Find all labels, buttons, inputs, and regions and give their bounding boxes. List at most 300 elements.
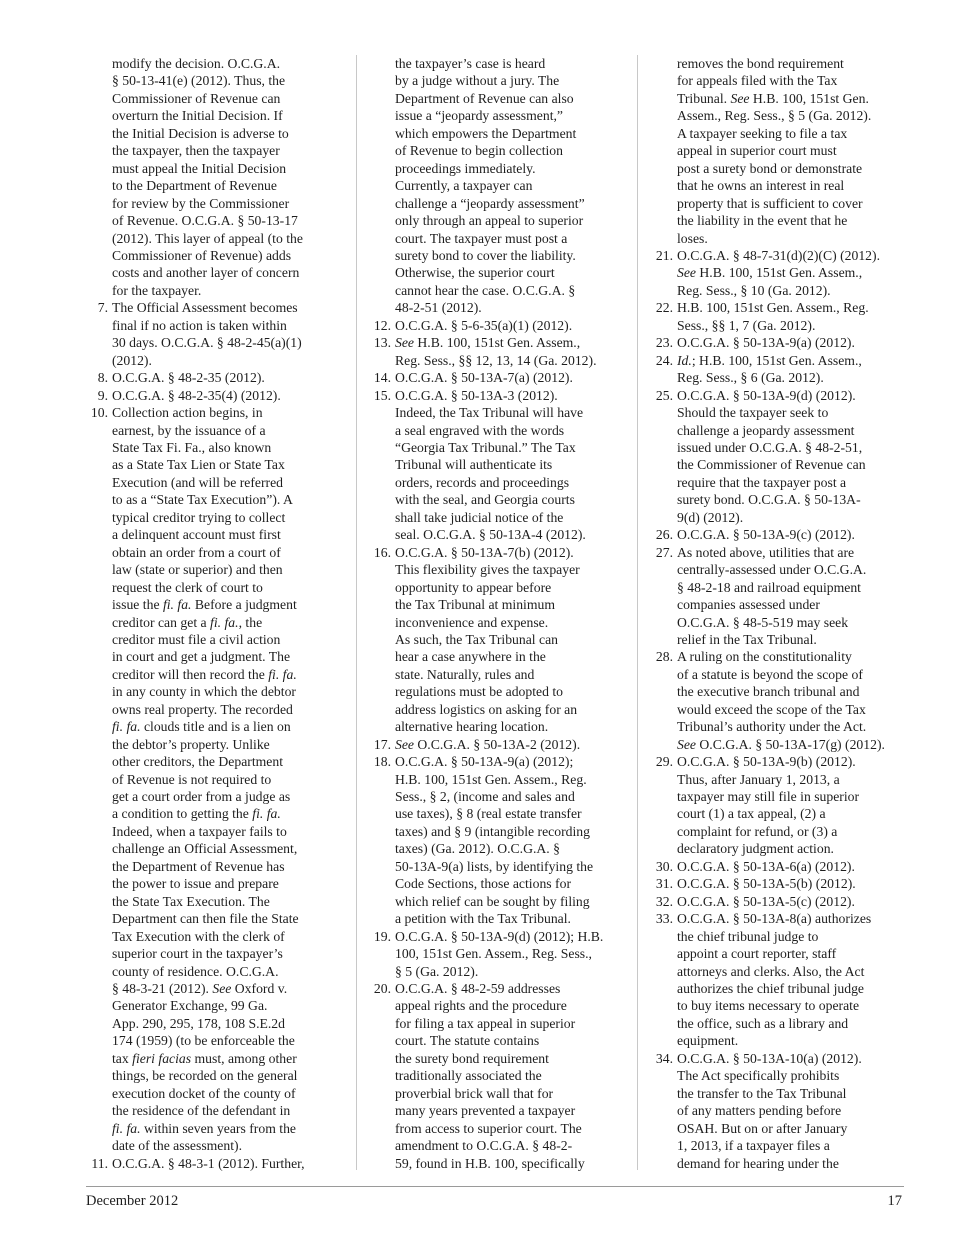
endnote-text: Department of Revenue can also xyxy=(395,90,574,106)
endnote-text: orders, records and proceedings xyxy=(395,474,570,490)
endnote-number: 11. xyxy=(91,1155,108,1171)
endnote-text: a seal engraved with the words xyxy=(395,422,565,438)
endnote-text: issue a “jeopardy assessment,” xyxy=(395,108,563,124)
endnote-text: final if no action is taken within xyxy=(112,317,287,333)
endnote-text: As such, the Tax Tribunal can xyxy=(395,631,559,647)
endnote-text: A taxpayer seeking to file a tax xyxy=(677,125,848,141)
endnote-text: cannot hear the case. O.C.G.A. § xyxy=(395,282,576,298)
endnote-text: See H.B. 100, 151st Gen. Assem., xyxy=(677,265,863,281)
text-line xyxy=(651,1120,905,1137)
endnote-number: 13. xyxy=(373,335,391,351)
endnote-text: Reg. Sess., § 6 (Ga. 2012). xyxy=(677,370,824,386)
text-line xyxy=(369,875,623,892)
text-line xyxy=(651,945,905,962)
text-line xyxy=(86,561,340,578)
text-line xyxy=(86,945,340,962)
endnote-text: taxpayer may still file in superior xyxy=(677,789,860,805)
text-line xyxy=(86,334,340,351)
text-line xyxy=(86,387,340,404)
text-line xyxy=(369,474,623,491)
endnote-text: Commissioner of Revenue can xyxy=(112,90,281,106)
text-line xyxy=(651,997,905,1014)
text-line xyxy=(651,1032,905,1049)
text-line xyxy=(651,177,905,194)
text-line xyxy=(369,997,623,1014)
text-line xyxy=(86,352,340,369)
endnote-text: of Revenue is not required to xyxy=(112,771,272,787)
endnote-text: Department can then file the State xyxy=(112,911,299,927)
endnote-number: 10. xyxy=(90,405,108,421)
endnote-text: use taxes), § 8 (real estate transfer xyxy=(395,806,582,822)
endnote-text: Otherwise, the superior court xyxy=(395,265,555,281)
endnote-text: O.C.G.A. § 50-13A-9(d) (2012). xyxy=(677,387,856,403)
text-line xyxy=(86,875,340,892)
endnote-text: shall take judicial notice of the xyxy=(395,509,564,525)
endnote-number: 33. xyxy=(655,911,673,927)
endnote-text: which relief can be sought by filing xyxy=(395,893,590,909)
text-line xyxy=(86,805,340,822)
text-line xyxy=(369,648,623,665)
text-line xyxy=(651,422,905,439)
text-line xyxy=(651,72,905,89)
endnote-text: state. Naturally, rules and xyxy=(395,666,535,682)
endnote-text: removes the bond requirement xyxy=(677,56,844,71)
text-line xyxy=(369,212,623,229)
text-line xyxy=(369,579,623,596)
text-line xyxy=(651,631,905,648)
endnote-text: superior court in the taxpayer’s xyxy=(112,946,283,962)
endnote-text: challenge an Official Assessment, xyxy=(112,841,298,857)
text-line xyxy=(86,701,340,718)
text-line xyxy=(369,614,623,631)
endnote-text: challenge a jeopardy assessment xyxy=(677,422,855,438)
endnote-text: O.C.G.A. § 48-7-31(d)(2)(C) (2012). xyxy=(677,247,880,263)
endnote-text: things, be recorded on the general xyxy=(112,1068,298,1084)
text-line xyxy=(369,55,623,72)
endnote-text: traditionally associated the xyxy=(395,1068,542,1084)
endnote-text: 59, found in H.B. 100, specifically xyxy=(395,1155,585,1171)
text-line xyxy=(369,509,623,526)
text-line xyxy=(651,893,905,910)
text-line xyxy=(651,980,905,997)
text-line xyxy=(651,55,905,72)
endnote-text: proceedings immediately. xyxy=(395,160,536,176)
endnote-text: O.C.G.A. § 48-3-1 (2012). Further, xyxy=(112,1155,305,1171)
endnote-number: 25. xyxy=(655,387,673,403)
endnote-text: the taxpayer, then the taxpayer xyxy=(112,143,280,159)
endnote-text: companies assessed under xyxy=(677,597,820,613)
endnote-number: 8. xyxy=(97,370,108,386)
endnote-text: O.C.G.A. § 50-13A-5(b) (2012). xyxy=(677,876,856,892)
endnote-number: 23. xyxy=(655,335,673,351)
endnote-text: relief in the Tax Tribunal. xyxy=(677,631,817,647)
endnote-text: to as a “State Tax Execution”). A xyxy=(112,492,293,508)
text-line xyxy=(86,840,340,857)
text-line xyxy=(86,142,340,159)
endnote-text: owns real property. The recorded xyxy=(112,701,293,717)
endnote-text: Execution (and will be referred xyxy=(112,474,284,490)
text-line xyxy=(369,805,623,822)
endnote-text: to the Department of Revenue xyxy=(112,178,277,194)
text-line xyxy=(369,1050,623,1067)
endnote-text: Tax Execution with the clerk of xyxy=(112,928,285,944)
endnote-text: proverbial brick wall that for xyxy=(395,1085,554,1101)
text-line xyxy=(369,945,623,962)
text-line xyxy=(86,1085,340,1102)
text-line xyxy=(651,247,905,264)
endnote-text: Sess., §§ 1, 7 (Ga. 2012). xyxy=(677,317,816,333)
endnote-text: appeal in superior court must xyxy=(677,143,837,159)
text-line xyxy=(651,771,905,788)
endnote-text: issued under O.C.G.A. § 48-2-51, xyxy=(677,439,863,455)
text-line xyxy=(369,561,623,578)
endnote-text: in any county in which the debtor xyxy=(112,684,296,700)
endnote-number: 31. xyxy=(655,876,673,892)
text-line xyxy=(86,858,340,875)
text-line xyxy=(369,439,623,456)
text-line xyxy=(651,544,905,561)
endnote-text: the liability in the event that he xyxy=(677,213,848,229)
text-line xyxy=(369,282,623,299)
text-line xyxy=(369,334,623,351)
endnote-text: court (1) a tax appeal, (2) a xyxy=(677,806,826,822)
endnote-text: App. 290, 295, 178, 108 S.E.2d xyxy=(112,1015,285,1031)
endnote-text: seal. O.C.G.A. § 50-13A-4 (2012). xyxy=(395,527,586,543)
text-line xyxy=(651,683,905,700)
endnote-text: Tribunal’s authority under the Act. xyxy=(677,719,867,735)
text-line xyxy=(86,282,340,299)
text-line xyxy=(86,212,340,229)
endnote-number: 19. xyxy=(373,928,391,944)
text-line xyxy=(369,928,623,945)
text-line xyxy=(86,72,340,89)
endnote-number: 15. xyxy=(373,387,391,403)
text-line xyxy=(369,840,623,857)
endnote-text: as a State Tax Lien or State Tax xyxy=(112,457,285,473)
text-line xyxy=(86,491,340,508)
text-line xyxy=(369,1120,623,1137)
text-line xyxy=(369,771,623,788)
endnote-text: taxes) (Ga. 2012). O.C.G.A. § xyxy=(395,841,560,857)
text-line xyxy=(86,1050,340,1067)
endnote-number: 24. xyxy=(655,352,673,368)
endnote-text: the chief tribunal judge to xyxy=(677,928,819,944)
endnote-text: Indeed, the Tax Tribunal will have xyxy=(395,405,584,421)
endnote-text: § 5 (Ga. 2012). xyxy=(395,963,479,979)
text-line xyxy=(86,456,340,473)
text-line xyxy=(86,997,340,1014)
text-line xyxy=(86,1067,340,1084)
text-line xyxy=(651,90,905,107)
endnote-text: the residence of the defendant in xyxy=(112,1103,291,1119)
endnote-text: 1, 2013, if a taxpayer files a xyxy=(677,1138,830,1154)
endnote-text: centrally-assessed under O.C.G.A. xyxy=(677,562,867,578)
text-line xyxy=(369,1032,623,1049)
text-line xyxy=(86,264,340,281)
text-line xyxy=(651,212,905,229)
endnote-text: O.C.G.A. § 48-2-35 (2012). xyxy=(112,370,265,386)
text-line xyxy=(86,718,340,735)
text-line xyxy=(369,736,623,753)
text-line xyxy=(369,980,623,997)
text-line xyxy=(651,614,905,631)
endnote-text: the power to issue and prepare xyxy=(112,876,279,892)
endnote-text: would exceed the scope of the Tax xyxy=(677,701,866,717)
page-number: 17 xyxy=(887,1193,902,1209)
text-line xyxy=(86,90,340,107)
text-line xyxy=(651,264,905,281)
text-line xyxy=(369,177,623,194)
text-line xyxy=(651,195,905,212)
endnote-text: O.C.G.A. § 48-5-519 may seek xyxy=(677,614,849,630)
text-line xyxy=(651,928,905,945)
endnote-text: post a surety bond or demonstrate xyxy=(677,160,863,176)
text-line xyxy=(369,544,623,561)
endnote-text: Should the taxpayer seek to xyxy=(677,405,829,421)
endnote-text: demand for hearing under the xyxy=(677,1155,839,1171)
endnote-text: the Commissioner of Revenue can xyxy=(677,457,866,473)
footer-rule xyxy=(86,1186,904,1187)
text-line xyxy=(86,1102,340,1119)
text-line xyxy=(651,369,905,386)
text-line xyxy=(651,788,905,805)
endnote-text: See O.C.G.A. § 50-13A-2 (2012). xyxy=(395,736,581,752)
text-line xyxy=(651,352,905,369)
endnote-text: of any matters pending before xyxy=(677,1103,842,1119)
endnote-text: from access to superior court. The xyxy=(395,1120,582,1136)
endnote-text: overturn the Initial Decision. If xyxy=(112,108,283,124)
text-line xyxy=(369,631,623,648)
endnote-text: (2012). This layer of appeal (to the xyxy=(112,230,303,246)
endnote-text: Sess., § 2, (income and sales and xyxy=(395,789,575,805)
text-line xyxy=(651,526,905,543)
endnote-text: opportunity to appear before xyxy=(395,579,552,595)
text-line xyxy=(86,107,340,124)
endnote-number: 12. xyxy=(373,317,391,333)
endnote-number: 16. xyxy=(373,544,391,560)
endnote-text: Code Sections, those actions for xyxy=(395,876,572,892)
endnote-text: of a statute is beyond the scope of xyxy=(677,666,863,682)
endnote-text: § 50-13-41(e) (2012). Thus, the xyxy=(112,73,286,89)
endnote-number: 28. xyxy=(655,649,673,665)
text-line xyxy=(369,142,623,159)
text-line xyxy=(651,387,905,404)
text-line xyxy=(651,805,905,822)
text-line xyxy=(369,1067,623,1084)
text-line xyxy=(369,369,623,386)
endnote-text: amendment to O.C.G.A. § 48-2- xyxy=(395,1138,573,1154)
endnote-text: O.C.G.A. § 5-6-35(a)(1) (2012). xyxy=(395,317,573,333)
endnote-text: O.C.G.A. § 50-13A-7(b) (2012). xyxy=(395,544,574,560)
text-line xyxy=(86,771,340,788)
text-line xyxy=(651,910,905,927)
endnote-text: O.C.G.A. § 50-13A-9(a) (2012); xyxy=(395,754,574,770)
endnote-text: regulations must be adopted to xyxy=(395,684,564,700)
endnote-text: a condition to getting the fi. fa. xyxy=(112,806,281,822)
text-line xyxy=(651,596,905,613)
text-line xyxy=(651,840,905,857)
text-line xyxy=(651,125,905,142)
text-line xyxy=(86,439,340,456)
endnote-number: 20. xyxy=(373,981,391,997)
endnote-number: 30. xyxy=(655,858,673,874)
text-line xyxy=(369,526,623,543)
text-line xyxy=(86,823,340,840)
text-line xyxy=(369,456,623,473)
endnote-text: The Act specifically prohibits xyxy=(677,1068,840,1084)
endnote-text: Commissioner of Revenue) adds xyxy=(112,247,292,263)
endnote-text: O.C.G.A. § 50-13A-9(c) (2012). xyxy=(677,527,855,543)
endnote-text: property that is sufficient to cover xyxy=(677,195,863,211)
text-line xyxy=(86,683,340,700)
endnote-text: appeal rights and the procedure xyxy=(395,998,567,1014)
endnotes-column-right xyxy=(651,55,905,1172)
text-line xyxy=(651,509,905,526)
endnote-text: Indeed, when a taxpayer fails to xyxy=(112,823,287,839)
endnote-text: the debtor’s property. Unlike xyxy=(112,736,270,752)
endnote-text: Collection action begins, in xyxy=(112,405,263,421)
text-line xyxy=(86,1120,340,1137)
text-line xyxy=(651,736,905,753)
endnote-number: 22. xyxy=(655,300,673,316)
endnote-text: Currently, a taxpayer can xyxy=(395,178,533,194)
endnote-text: O.C.G.A. § 48-2-59 addresses xyxy=(395,981,561,997)
text-line xyxy=(651,718,905,735)
column-divider xyxy=(356,55,357,1170)
endnote-text: for appeals filed with the Tax xyxy=(677,73,838,89)
endnote-text: many years prevented a taxpayer xyxy=(395,1103,576,1119)
text-line xyxy=(86,614,340,631)
text-line xyxy=(86,230,340,247)
text-line xyxy=(651,1085,905,1102)
text-line xyxy=(651,230,905,247)
text-line xyxy=(86,299,340,316)
text-line xyxy=(86,736,340,753)
text-line xyxy=(651,317,905,334)
text-line xyxy=(369,230,623,247)
endnote-text: obtain an order from a court of xyxy=(112,544,281,560)
text-line xyxy=(86,753,340,770)
endnote-text: O.C.G.A. § 50-13A-8(a) authorizes xyxy=(677,911,872,927)
text-line xyxy=(651,1015,905,1032)
endnote-text: O.C.G.A. § 50-13A-9(d) (2012); H.B. xyxy=(395,928,604,944)
endnote-text: earnest, by the issuance of a xyxy=(112,422,266,438)
endnote-number: 32. xyxy=(655,893,673,909)
endnote-text: get a court order from a judge as xyxy=(112,789,291,805)
endnote-text: § 48-2-18 and railroad equipment xyxy=(677,579,861,595)
text-line xyxy=(651,561,905,578)
endnote-text: law (state or superior) and then xyxy=(112,562,283,578)
endnote-number: 27. xyxy=(655,544,673,560)
endnote-text: court. The taxpayer must post a xyxy=(395,230,568,246)
endnote-number: 9. xyxy=(97,387,108,403)
endnote-text: alternative hearing location. xyxy=(395,719,549,735)
endnote-text: 174 (1959) (to be enforceable the xyxy=(112,1033,295,1049)
text-line xyxy=(369,1085,623,1102)
endnote-text: A ruling on the constitutionality xyxy=(677,649,852,665)
endnote-number: 21. xyxy=(655,247,673,263)
endnote-text: tax fieri facias must, among other xyxy=(112,1050,297,1066)
endnote-text: Tribunal will authenticate its xyxy=(395,457,553,473)
endnote-text: the office, such as a library and xyxy=(677,1015,849,1031)
endnote-text: O.C.G.A. § 50-13A-9(a) (2012). xyxy=(677,335,855,351)
endnote-text: O.C.G.A. § 48-2-35(4) (2012). xyxy=(112,387,281,403)
endnote-text: of Revenue to begin collection xyxy=(395,143,563,159)
text-line xyxy=(86,55,340,72)
endnote-text: O.C.G.A. § 50-13A-6(a) (2012). xyxy=(677,858,855,874)
text-line xyxy=(86,317,340,334)
endnote-text: fi. fa. clouds title and is a lien on xyxy=(112,719,291,735)
text-line xyxy=(86,509,340,526)
text-line xyxy=(86,1032,340,1049)
text-line xyxy=(651,963,905,980)
text-line xyxy=(651,858,905,875)
text-line xyxy=(86,893,340,910)
endnote-number: 29. xyxy=(655,754,673,770)
endnote-number: 17. xyxy=(373,736,391,752)
text-line xyxy=(86,980,340,997)
endnote-text: challenge a “jeopardy assessment” xyxy=(395,195,585,211)
endnote-text: 48-2-51 (2012). xyxy=(395,300,482,316)
text-line xyxy=(651,648,905,665)
endnote-number: 7. xyxy=(97,300,108,316)
endnote-text: request the clerk of court to xyxy=(112,579,263,595)
endnote-text: surety bond to cover the liability. xyxy=(395,247,576,263)
text-line xyxy=(369,125,623,142)
text-line xyxy=(86,125,340,142)
text-line xyxy=(86,1015,340,1032)
endnote-text: “Georgia Tax Tribunal.” The Tax xyxy=(395,439,576,455)
endnotes-column-left xyxy=(86,55,340,1172)
endnote-text: court. The statute contains xyxy=(395,1033,540,1049)
endnote-text: (2012). xyxy=(112,352,152,368)
endnote-text: for the taxpayer. xyxy=(112,282,202,298)
endnote-text: the Initial Decision is adverse to xyxy=(112,125,289,141)
endnote-text: loses. xyxy=(677,230,708,246)
endnote-text: taxes) and § 9 (intangible recording xyxy=(395,823,590,839)
text-line xyxy=(86,579,340,596)
text-line xyxy=(86,928,340,945)
endnote-text: O.C.G.A. § 50-13A-9(b) (2012). xyxy=(677,754,856,770)
endnote-number: 34. xyxy=(655,1050,673,1066)
text-line xyxy=(651,142,905,159)
text-line xyxy=(369,963,623,980)
text-line xyxy=(369,823,623,840)
endnote-number: 14. xyxy=(373,370,391,386)
text-line xyxy=(86,910,340,927)
endnote-text: Thus, after January 1, 2013, a xyxy=(677,771,840,787)
text-line xyxy=(86,526,340,543)
text-line xyxy=(86,666,340,683)
text-line xyxy=(651,491,905,508)
endnote-text: inconvenience and expense. xyxy=(395,614,549,630)
text-line xyxy=(369,247,623,264)
endnote-text: State Tax Fi. Fa., also known xyxy=(112,439,272,455)
endnote-text: creditor can get a fi. fa., the xyxy=(112,614,263,630)
endnote-text: require that the taxpayer post a xyxy=(677,474,847,490)
endnote-text: authorizes the chief tribunal judge xyxy=(677,981,864,997)
text-line xyxy=(369,264,623,281)
endnote-text: surety bond. O.C.G.A. § 50-13A- xyxy=(677,492,861,508)
text-line xyxy=(86,247,340,264)
endnote-text: issue the fi. fa. Before a judgment xyxy=(112,597,297,613)
text-line xyxy=(86,177,340,194)
endnote-text: the transfer to the Tax Tribunal xyxy=(677,1085,847,1101)
endnote-text: § 48-3-21 (2012). See Oxford v. xyxy=(112,981,288,997)
text-line xyxy=(651,456,905,473)
endnote-text: H.B. 100, 151st Gen. Assem., Reg. xyxy=(677,300,869,316)
footer-date: December 2012 xyxy=(86,1193,179,1209)
